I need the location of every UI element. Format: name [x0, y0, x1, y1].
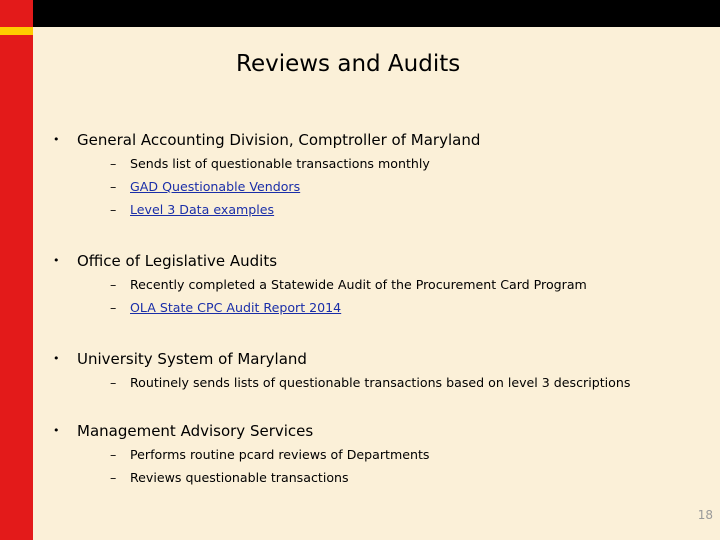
top-black-bar: [0, 0, 720, 27]
bullet-dot-icon: •: [53, 133, 60, 146]
dash-icon: –: [110, 202, 117, 217]
level3-data-link[interactable]: Level 3 Data examples: [130, 202, 275, 217]
dash-icon: –: [110, 277, 117, 292]
sub-item-text: Recently completed a Statewide Audit of the Procurement Card Program: [130, 277, 587, 292]
dash-icon: –: [110, 375, 117, 390]
bullet-item: [53, 252, 278, 270]
bullet-dot-icon: •: [53, 254, 60, 267]
sub-item-text: Performs routine pcard reviews of Departments: [130, 447, 430, 462]
bullet-text: Management Advisory Services: [77, 422, 314, 440]
dash-icon: –: [110, 156, 117, 171]
dash-icon: –: [110, 179, 117, 194]
bullet-dot-icon: •: [53, 424, 60, 437]
slide-title: Reviews and Audits: [236, 51, 461, 77]
bullet-item: [53, 350, 307, 368]
sub-item-text: Routinely sends lists of questionable transactions based on level 3 descriptions: [130, 375, 631, 390]
dash-icon: –: [110, 300, 117, 315]
bullet-item: [53, 131, 481, 149]
bullet-item: [53, 422, 314, 440]
bullet-text: General Accounting Division, Comptroller of Maryland: [77, 131, 481, 149]
left-red-strip: [0, 0, 33, 540]
bullet-dot-icon: •: [53, 352, 60, 365]
slide-content: [33, 27, 720, 540]
dash-icon: –: [110, 470, 117, 485]
bullet-text: Office of Legislative Audits: [77, 252, 278, 270]
dash-icon: –: [110, 447, 117, 462]
sub-item-text: Sends list of questionable transactions monthly: [130, 156, 430, 171]
bullet-text: University System of Maryland: [77, 350, 307, 368]
sub-item-text: Reviews questionable transactions: [130, 470, 349, 485]
ola-report-link[interactable]: OLA State CPC Audit Report 2014: [130, 300, 342, 315]
gad-vendors-link[interactable]: GAD Questionable Vendors: [130, 179, 301, 194]
page-number: 18: [697, 508, 713, 522]
